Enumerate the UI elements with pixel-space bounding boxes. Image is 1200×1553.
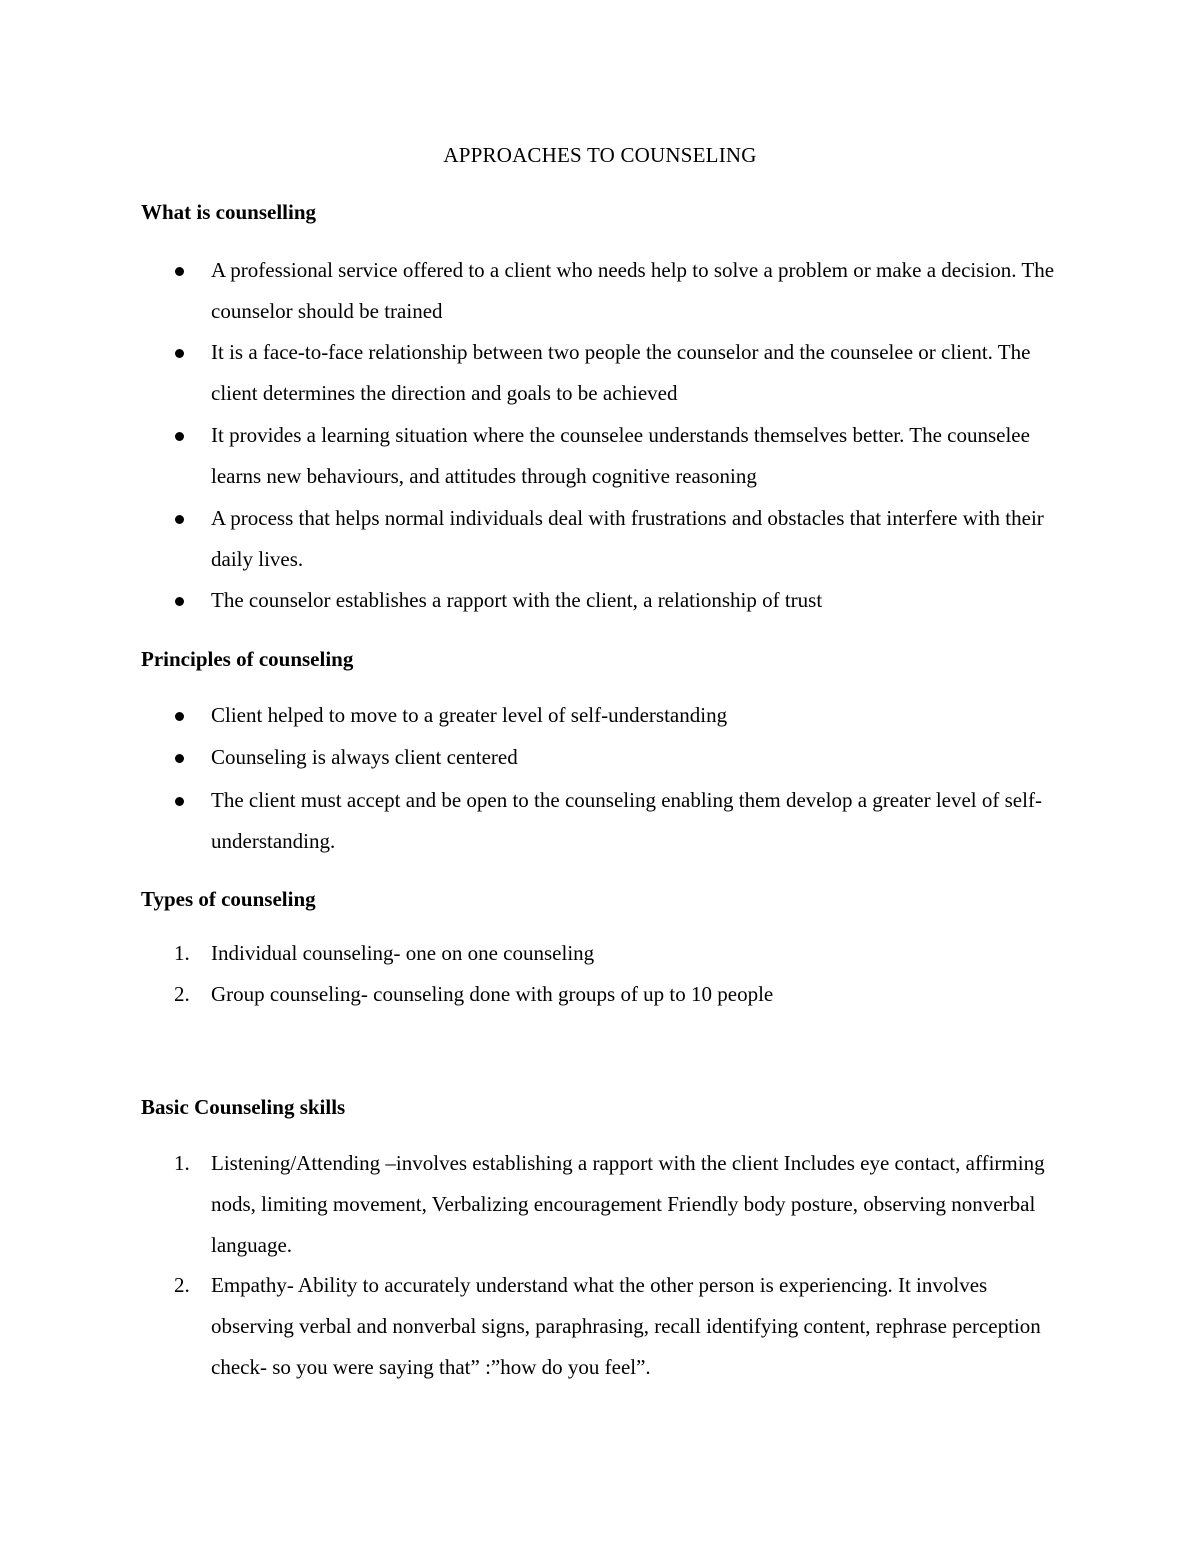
list-item: Group counseling- counseling done with groups of up to 10 people [211, 982, 774, 1006]
bullet-marker [175, 432, 184, 441]
list-item: It is a face-to-face relationship between two people the counselor and the counselee or client. The client determines the direction and goals to be achieved [211, 340, 1031, 405]
list-item: Listening/Attending –involves establishing a rapport with the client Includes eye contact, affirming nods, limiting movement, Verbalizing encouragement Friendly body posture, observing nonverbal language. [211, 1151, 1045, 1257]
list-item: Counseling is always client centered [211, 745, 518, 769]
bullet-marker [175, 349, 184, 358]
bullet-marker [175, 267, 184, 276]
list-number: 1. [174, 941, 190, 965]
bullet-marker [175, 712, 184, 721]
list-item: The counselor establishes a rapport with the client, a relationship of trust [211, 588, 823, 612]
bullet-marker [175, 797, 184, 806]
list-item: The client must accept and be open to the counseling enabling them develop a greater level of self-understanding. [211, 788, 1042, 853]
section-heading-types: Types of counseling [141, 887, 316, 911]
list-item: Empathy- Ability to accurately understand what the other person is experiencing. It involves observing verbal and nonverbal signs, paraphrasing, recall identifying content, rephrase perception check- so you were saying that” :”how do you feel”. [211, 1273, 1041, 1379]
list-number: 1. [174, 1151, 190, 1175]
list-item: It provides a learning situation where the counselee understands themselves better. The counselee learns new behaviours, and attitudes through cognitive reasoning [211, 423, 1030, 488]
list-item: Client helped to move to a greater level of self-understanding [211, 703, 728, 727]
bullet-marker [175, 754, 184, 763]
bullet-marker [175, 515, 184, 524]
list-item: Individual counseling- one on one counseling [211, 941, 595, 965]
list-number: 2. [174, 1273, 190, 1297]
section-heading-principles: Principles of counseling [141, 647, 354, 671]
list-item: A professional service offered to a client who needs help to solve a problem or make a decision. The counselor should be trained [211, 258, 1055, 323]
section-heading-basic-skills: Basic Counseling skills [141, 1095, 346, 1119]
section-heading-what-is-counselling: What is counselling [141, 200, 317, 224]
list-item: A process that helps normal individuals deal with frustrations and obstacles that interfere with their daily lives. [211, 506, 1044, 571]
document-title: APPROACHES TO COUNSELING [443, 143, 757, 167]
list-number: 2. [174, 982, 190, 1006]
bullet-marker [175, 597, 184, 606]
